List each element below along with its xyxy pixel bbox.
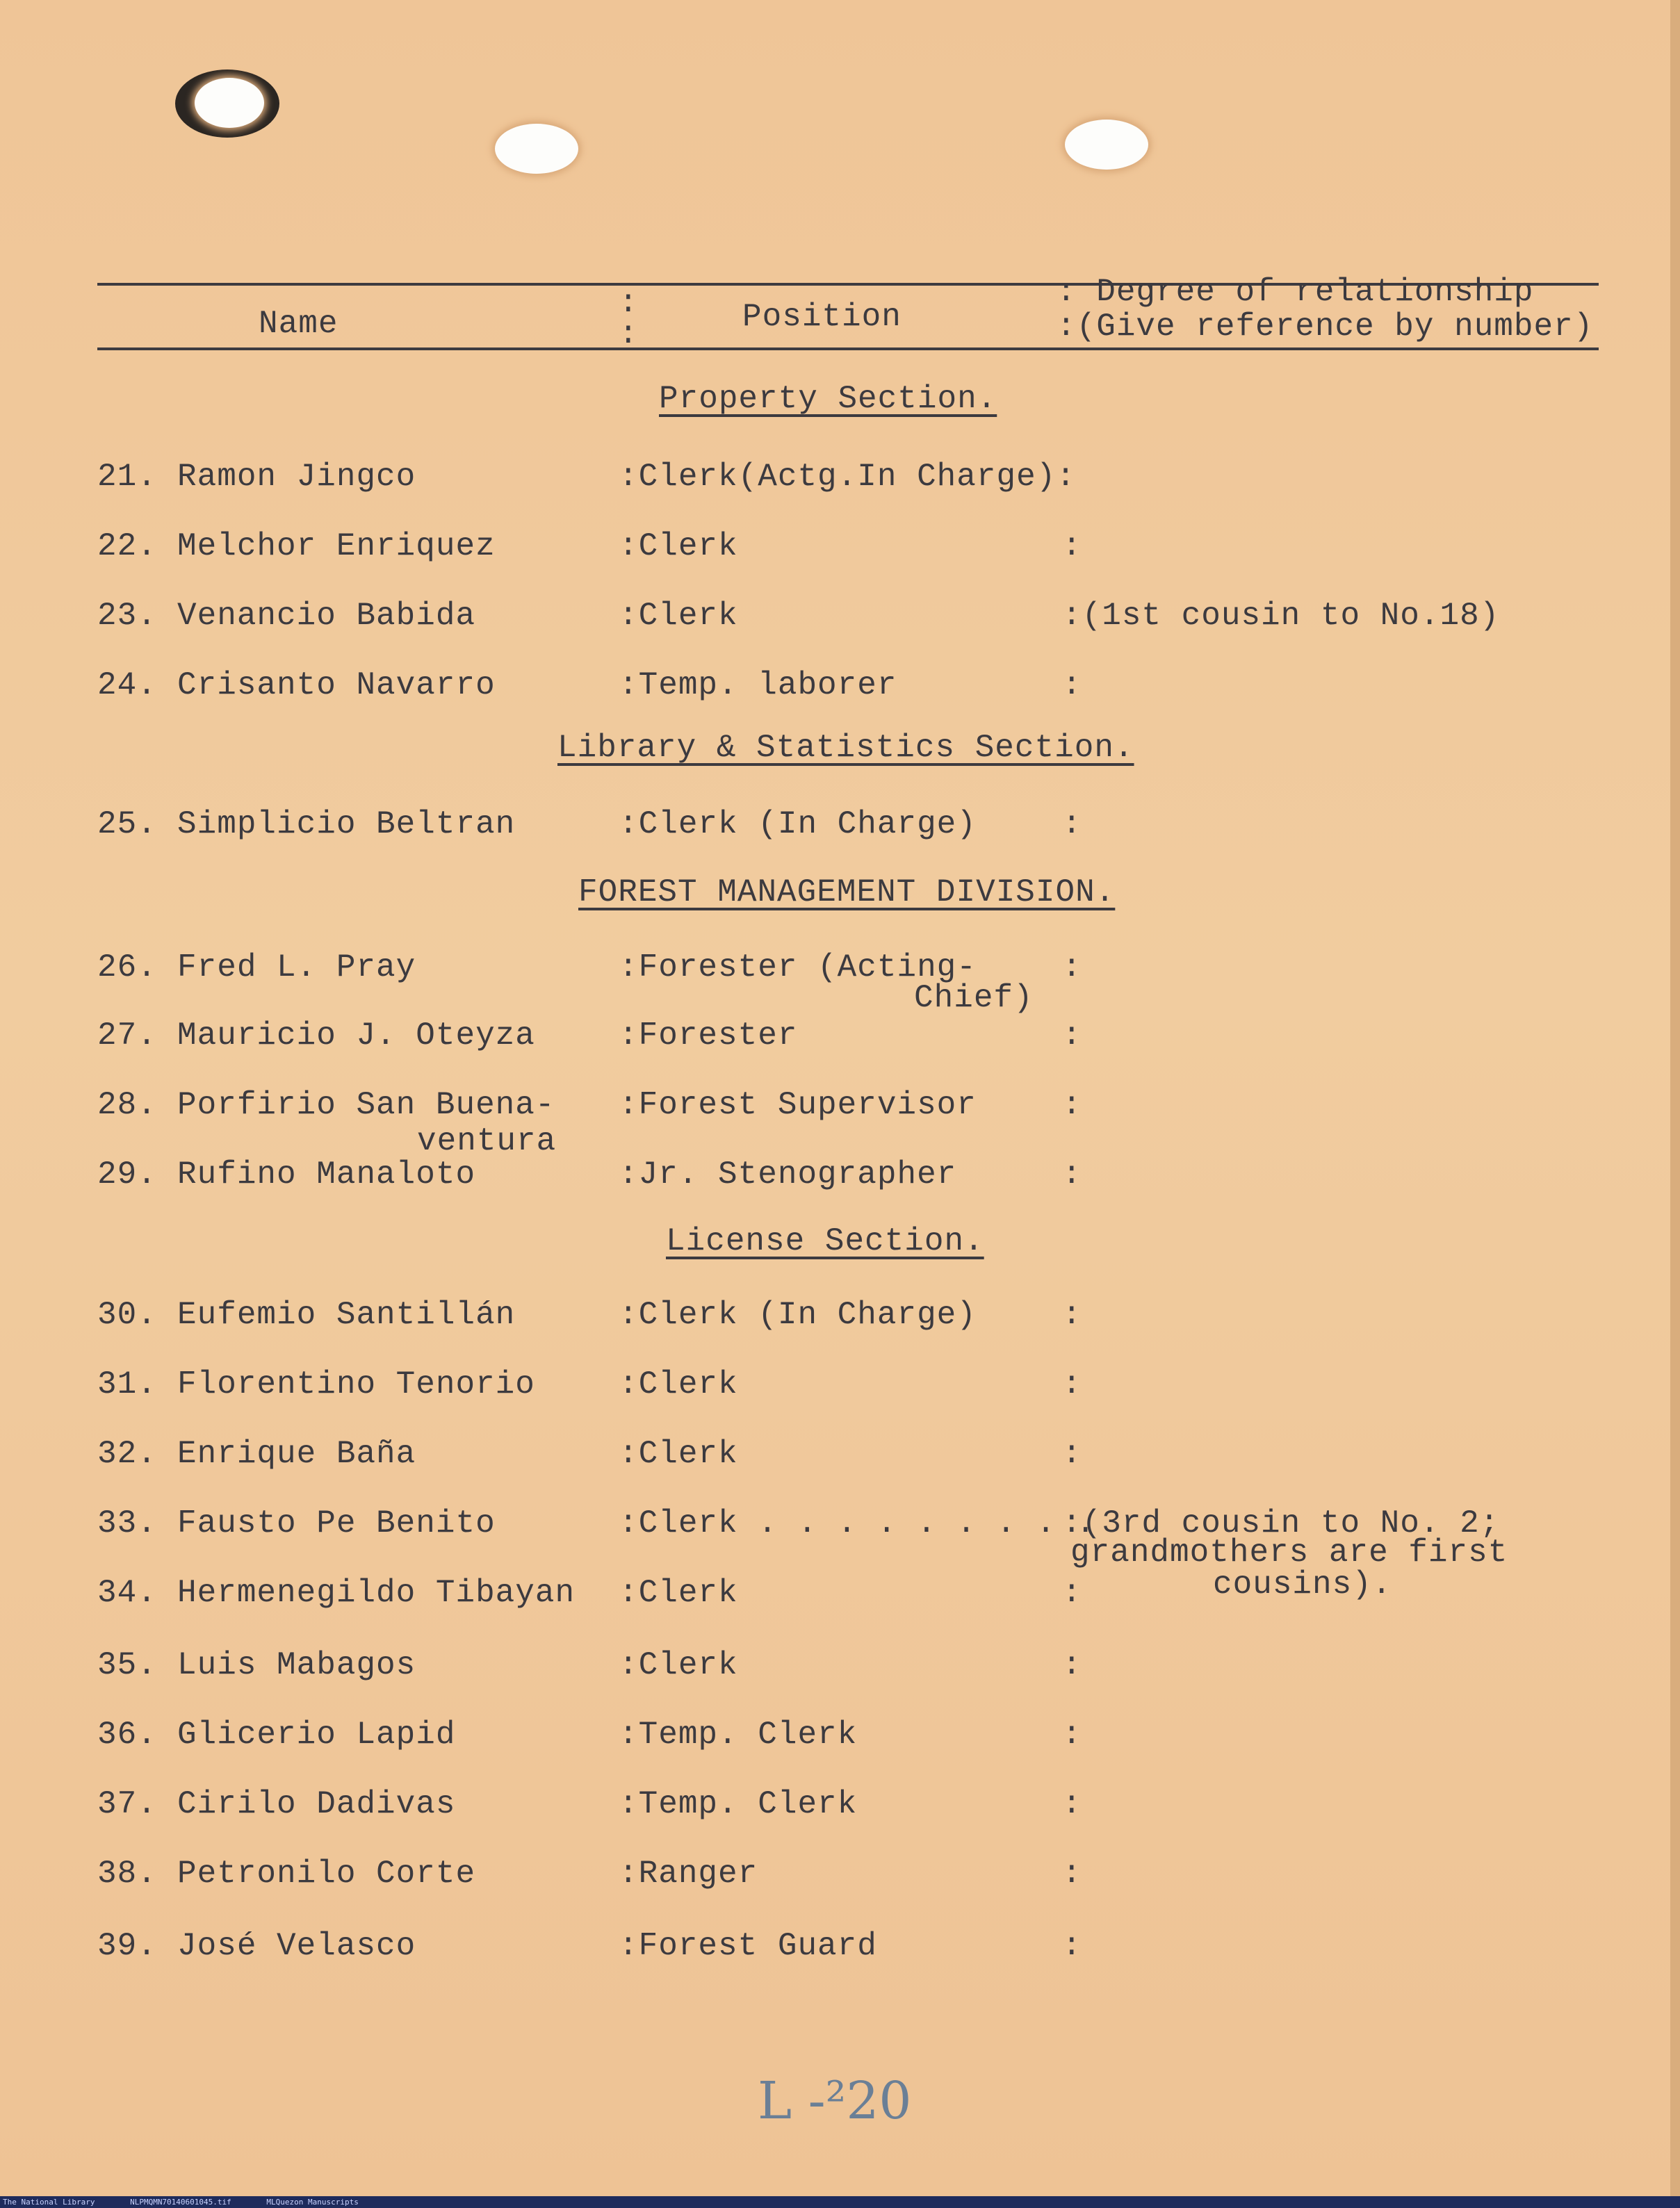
entry-relationship: : (1062, 806, 1082, 842)
entry-position: :Clerk (619, 1647, 738, 1683)
header-relationship-reference: :(Give reference by number) (1057, 309, 1594, 345)
entry-name: Florentino Tenorio (177, 1366, 535, 1403)
entry-position: :Forest Supervisor (619, 1087, 977, 1123)
entry-position: :Clerk (In Charge) (619, 806, 977, 842)
entry-name: Hermenegildo Tibayan (177, 1575, 576, 1611)
entry-name: Cirilo Dadivas (177, 1786, 456, 1822)
table-row (0, 1297, 1680, 1339)
entry-name: Luis Mabagos (177, 1647, 416, 1683)
footer-library: The National Library (3, 2198, 95, 2207)
entry-number: 29. (97, 1156, 157, 1193)
entry-number: 24. (97, 667, 157, 703)
entry-name: Fred L. Pray (177, 949, 416, 986)
entry-number: 30. (97, 1297, 157, 1333)
entry-name: Enrique Baña (177, 1436, 416, 1472)
punch-hole-left (495, 124, 578, 174)
table-row (0, 1717, 1680, 1758)
table-row (0, 1436, 1680, 1478)
table-row (0, 1647, 1680, 1689)
entry-number: 37. (97, 1786, 157, 1822)
section-heading-forest-management: FOREST MANAGEMENT DIVISION. (578, 874, 1116, 910)
header-position-label: Position (742, 299, 902, 335)
entry-position: :Ranger (619, 1856, 758, 1892)
entry-position: :Forester (Acting- (619, 949, 977, 986)
table-row (0, 1156, 1680, 1198)
entry-position: :Temp. Clerk (619, 1717, 858, 1753)
entry-relationship: : (1062, 1436, 1082, 1472)
entry-position: :Temp. laborer (619, 667, 897, 703)
entry-position: :Clerk (619, 1366, 738, 1403)
entry-name: Simplicio Beltran (177, 806, 516, 842)
section-heading-license: License Section. (666, 1223, 984, 1259)
entry-number: 26. (97, 949, 157, 986)
entry-relationship: : (1062, 1156, 1082, 1193)
header-relationship-label: : Degree of relationship (1057, 274, 1534, 310)
entry-relationship: : (1062, 528, 1082, 564)
entry-name: Crisanto Navarro (177, 667, 496, 703)
entry-relationship: : (1062, 1297, 1082, 1333)
entry-number: 28. (97, 1087, 157, 1123)
entry-position: :Clerk (619, 1436, 738, 1472)
entry-relationship: : (1062, 1717, 1082, 1753)
name-continuation: ventura (417, 1123, 557, 1159)
table-row (0, 949, 1680, 991)
entry-number: 21. (97, 459, 157, 495)
entry-relationship: : (1062, 1928, 1082, 1964)
entry-relationship: : (1062, 667, 1082, 703)
footer-collection: MLQuezon Manuscripts (266, 2198, 359, 2207)
entry-number: 35. (97, 1647, 157, 1683)
table-row (0, 1366, 1680, 1408)
table-row (0, 459, 1680, 500)
handwritten-page-number: L -²20 (758, 2071, 912, 2131)
entry-relationship: :(1st cousin to No.18) (1062, 598, 1500, 634)
entry-position: :Clerk(Actg.In Charge): (619, 459, 1076, 495)
entry-number: 22. (97, 528, 157, 564)
punch-hole-burnt (195, 78, 264, 128)
entry-name: Glicerio Lapid (177, 1717, 456, 1753)
entry-relationship: : (1062, 1087, 1082, 1123)
footer-file: NLPMQMN70140601045.tif (130, 2198, 231, 2207)
entry-relationship: : (1062, 1366, 1082, 1403)
table-row (0, 1087, 1680, 1129)
scan-footer (0, 2196, 1680, 2208)
table-row (0, 806, 1680, 848)
entry-name: Ramon Jingco (177, 459, 416, 495)
entry-name: Venancio Babida (177, 598, 476, 634)
entry-number: 33. (97, 1505, 157, 1541)
entry-relationship: :(3rd cousin to No. 2; (1062, 1505, 1500, 1541)
entry-relationship: : (1062, 1017, 1082, 1054)
header-bottom-rule (97, 347, 1599, 350)
entry-position: :Clerk (619, 528, 738, 564)
table-row (0, 1928, 1680, 1970)
entry-position: :Jr. Stenographer (619, 1156, 957, 1193)
entry-position: :Temp. Clerk (619, 1786, 858, 1822)
entry-number: 36. (97, 1717, 157, 1753)
header-separator: : (619, 285, 639, 321)
relationship-continuation: grandmothers are first (1070, 1535, 1508, 1571)
position-continuation: Chief) (914, 980, 1034, 1016)
entry-number: 38. (97, 1856, 157, 1892)
entry-position: :Clerk (619, 598, 738, 634)
entry-name: José Velasco (177, 1928, 416, 1964)
entry-relationship: : (1062, 1647, 1082, 1683)
section-heading-property: Property Section. (659, 381, 997, 417)
entry-position: :Forest Guard (619, 1928, 877, 1964)
table-row (0, 1575, 1680, 1617)
punch-hole-right (1065, 120, 1148, 170)
entry-relationship: : (1062, 949, 1082, 986)
entry-relationship: : (1062, 1575, 1082, 1611)
entry-number: 34. (97, 1575, 157, 1611)
entry-name: Fausto Pe Benito (177, 1505, 496, 1541)
entry-name: Rufino Manaloto (177, 1156, 476, 1193)
entry-name: Eufemio Santillán (177, 1297, 516, 1333)
entry-number: 23. (97, 598, 157, 634)
entry-number: 32. (97, 1436, 157, 1472)
entry-name: Melchor Enriquez (177, 528, 496, 564)
table-row (0, 528, 1680, 570)
entry-relationship: : (1062, 1856, 1082, 1892)
header-name-label: Name (259, 306, 339, 342)
table-row (0, 667, 1680, 709)
entry-number: 25. (97, 806, 157, 842)
entry-relationship: : (1062, 1786, 1082, 1822)
entry-name: Porfirio San Buena- (177, 1087, 555, 1123)
entry-number: 31. (97, 1366, 157, 1403)
section-heading-library: Library & Statistics Section. (557, 730, 1134, 766)
entry-position: :Forester (619, 1017, 798, 1054)
entry-number: 39. (97, 1928, 157, 1964)
table-row (0, 1017, 1680, 1059)
entry-position: :Clerk . . . . . . . . . (619, 1505, 1096, 1541)
header-separator: : (619, 316, 639, 352)
entry-name: Petronilo Corte (177, 1856, 476, 1892)
relationship-continuation: cousins). (1213, 1567, 1392, 1603)
table-row (0, 1786, 1680, 1828)
entry-position: :Clerk (619, 1575, 738, 1611)
entry-number: 27. (97, 1017, 157, 1054)
entry-position: :Clerk (In Charge) (619, 1297, 977, 1333)
table-row (0, 598, 1680, 639)
table-row (0, 1856, 1680, 1897)
entry-name: Mauricio J. Oteyza (177, 1017, 535, 1054)
